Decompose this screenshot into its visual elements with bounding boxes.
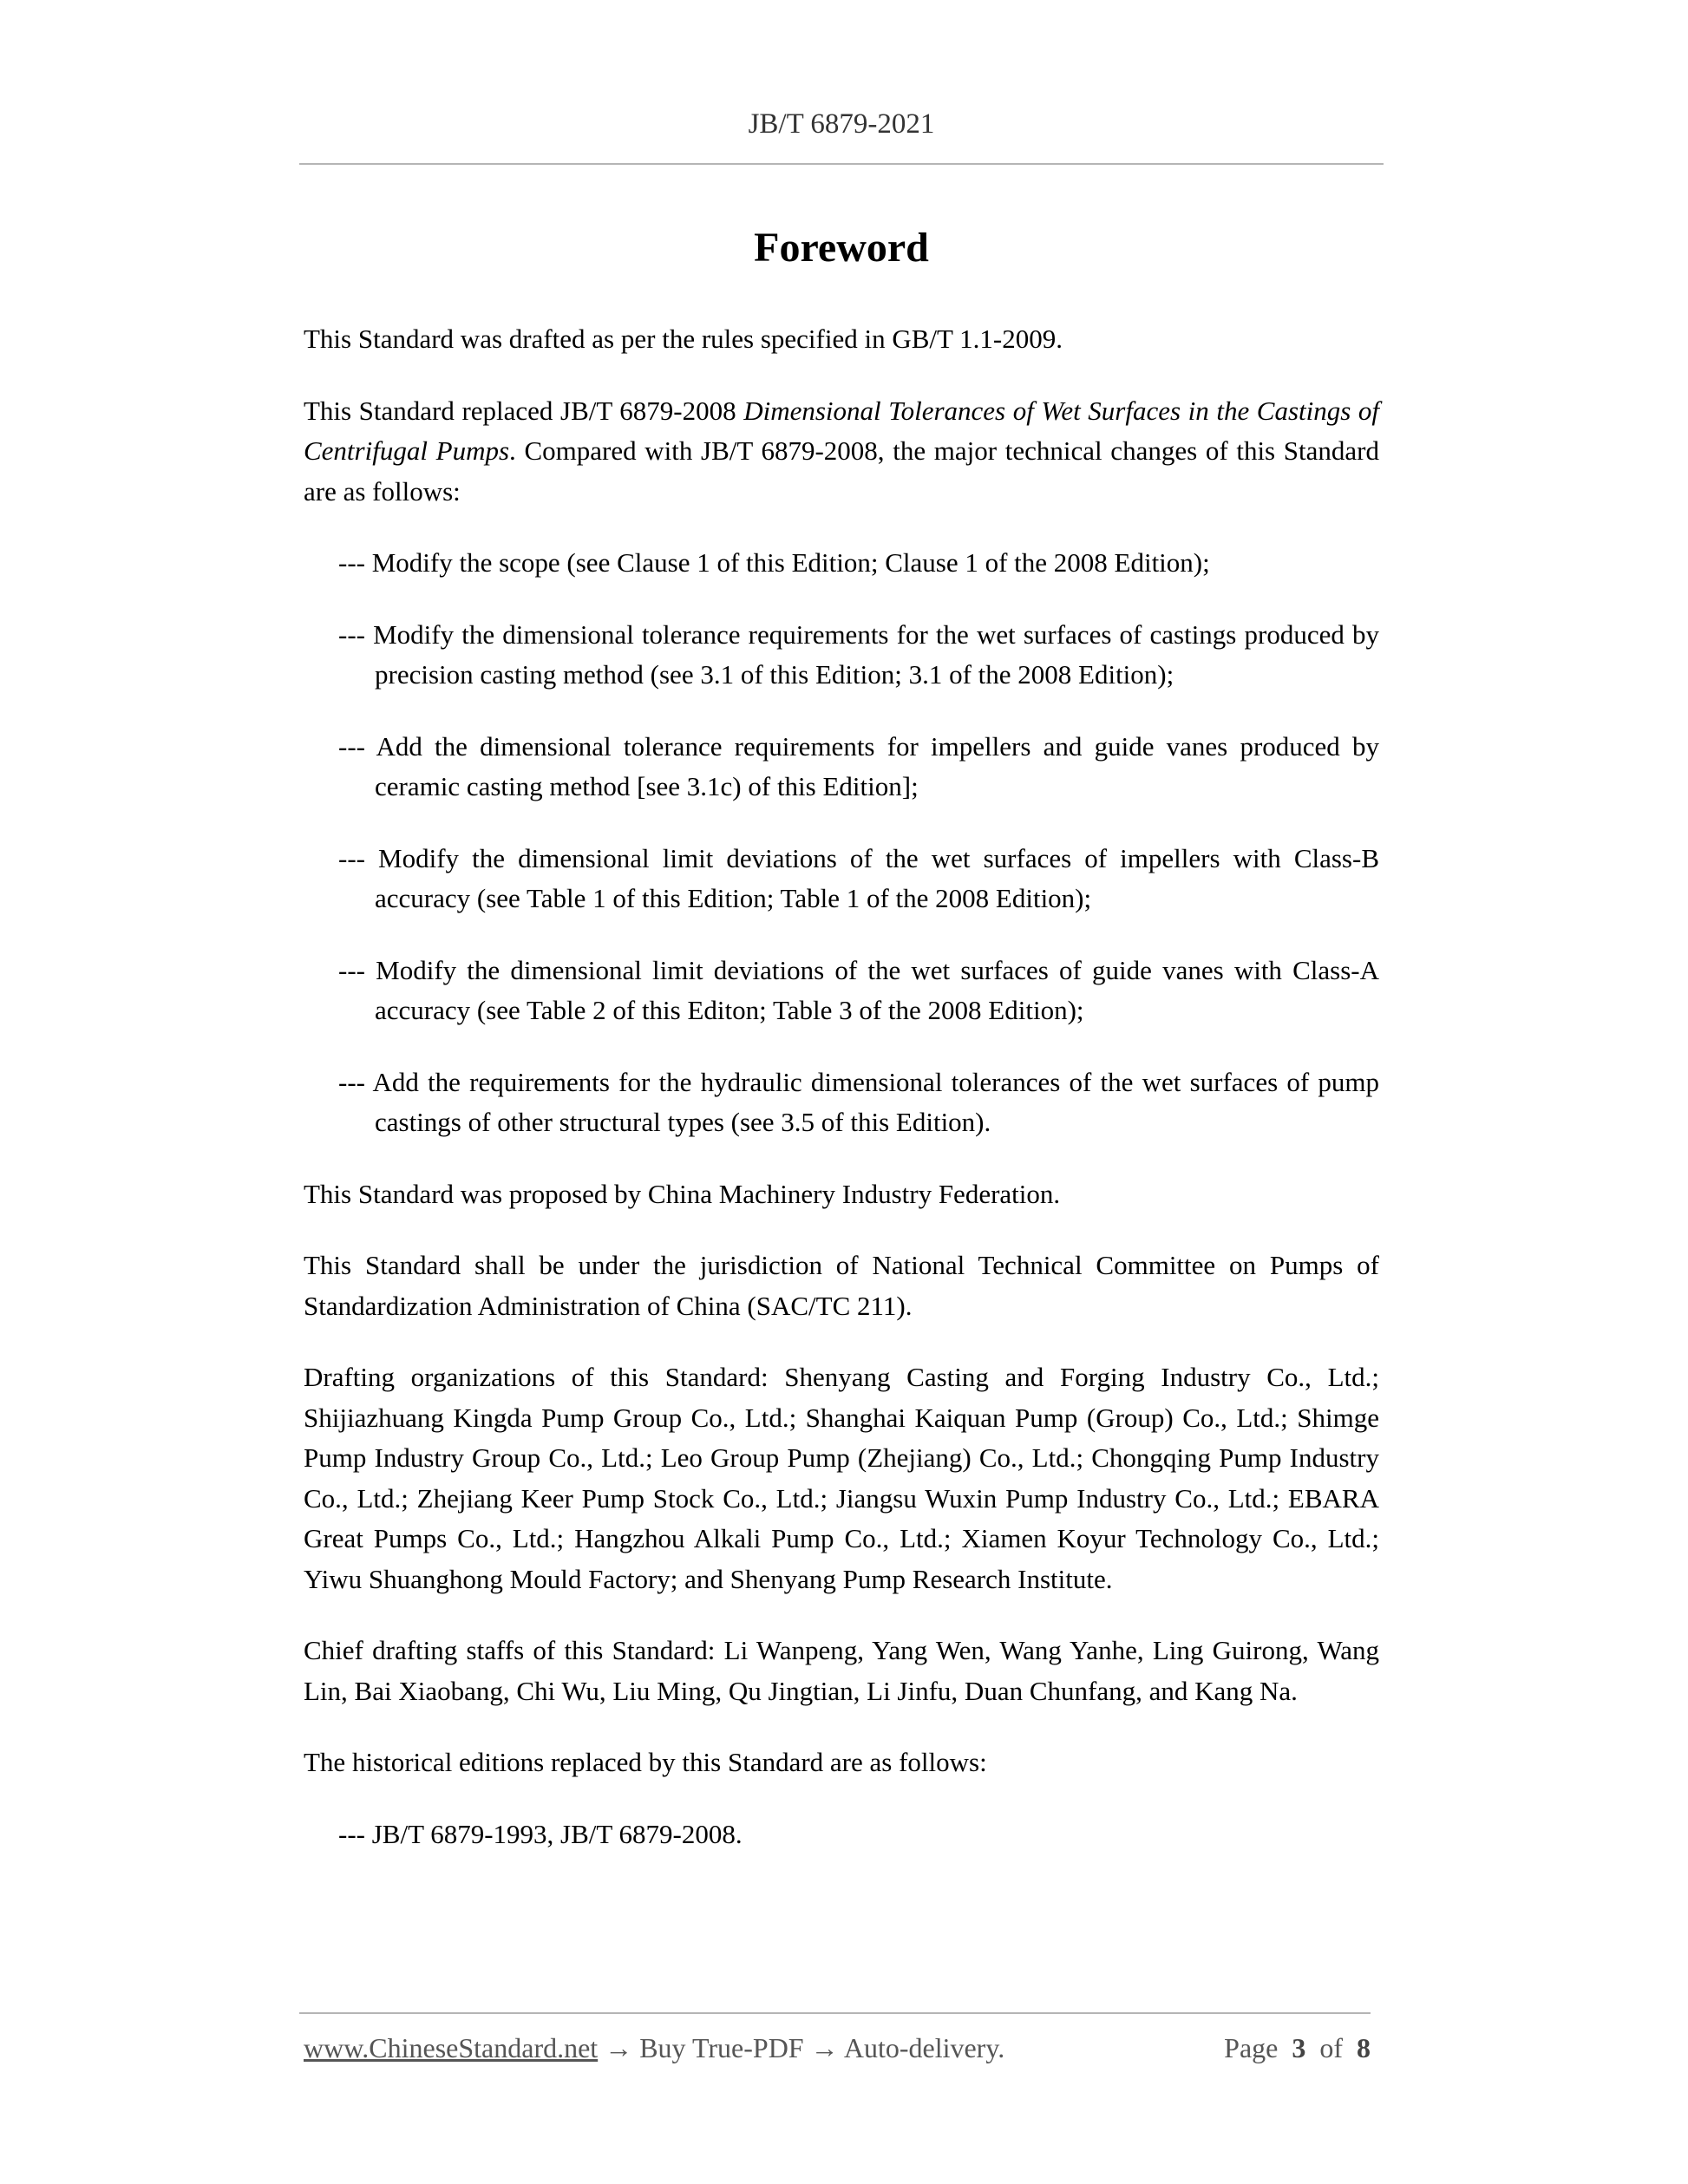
- change-item: --- Modify the scope (see Clause 1 of this Edition; Clause 1 of the 2008 Edition);: [338, 547, 1210, 578]
- website-link[interactable]: www.ChineseStandard.net: [304, 2032, 599, 2063]
- drafting-rules-paragraph: This Standard was drafted as per the rules specified in GB/T 1.1-2009.: [304, 324, 1063, 354]
- total-pages-number: 8: [1357, 2032, 1371, 2063]
- replacement-paragraph: [304, 391, 1379, 513]
- change-item: --- Modify the dimensional limit deviations of the wet surfaces of impellers with Class-B accuracy (see Table 1 of this Edition; Table 1 of the 2008 Edition);: [338, 842, 1379, 913]
- change-item: --- Modify the dimensional tolerance requirements for the wet surfaces of castings produced by precision casting method (see 3.1 of this Edition; 3.1 of the 2008 Edition);: [338, 618, 1379, 690]
- footer-divider: [299, 2012, 1371, 2014]
- footer-promo: [304, 2032, 1004, 2064]
- page-title: Foreword: [754, 225, 929, 271]
- document-body: [304, 319, 1379, 1886]
- change-item: --- Modify the dimensional limit deviations of the wet surfaces of guide vanes with Class-A accuracy (see Table 2 of this Editon; Table 3 of the 2008 Edition);: [338, 954, 1379, 1025]
- historical-editions-paragraph: The historical editions replaced by this Standard are as follows:: [304, 1747, 987, 1777]
- change-item: --- Add the requirements for the hydraulic dimensional tolerances of the wet surfaces of pump castings of other structural types (see 3.5 of this Edition).: [338, 1066, 1379, 1137]
- historical-edition-item: --- JB/T 6879-1993, JB/T 6879-2008.: [338, 1818, 743, 1849]
- promo-text: → Buy True-PDF → Auto-delivery.: [598, 2032, 1005, 2063]
- page-indicator: [1197, 2032, 1371, 2064]
- drafting-organizations-paragraph: Drafting organizations of this Standard: Shenyang Casting and Forging Industry Co., Ltd.; Shijiazhuang Kingda Pump Group Co., Ltd.; Shanghai Kaiquan Pump (Group) Co., Ltd.; Shimge Pump Industry Group Co., Ltd.; Leo Group Pump (Zhejiang) Co., Ltd.; Chongqing Pump Industry Co., Ltd.; Zhejiang Keer Pump Stock Co., Ltd.; Jiangsu Wuxin Pump Industry Co., Ltd.; EBARA Great Pumps Co., Ltd.; Hangzhou Alkali Pump Co., Ltd.; Xiamen Koyur Technology Co., Ltd.; Yiwu Shuanghong Mould Factory; and Shenyang Pump Research Institute.: [304, 1362, 1379, 1594]
- replaced-standard-title: Dimensional Tolerances of Wet Surfaces in the Castings of Centrifugal Pumps: [304, 395, 1379, 466]
- header-divider: [299, 163, 1384, 165]
- document-number-header: JB/T 6879-2021: [748, 108, 935, 140]
- current-page-number: 3: [1292, 2032, 1306, 2063]
- page-label: Page: [1224, 2032, 1279, 2063]
- drafting-staffs-paragraph: Chief drafting staffs of this Standard: Li Wanpeng, Yang Wen, Wang Yanhe, Ling Guirong, Wang Lin, Bai Xiaobang, Chi Wu, Liu Ming, Qu Jingtian, Li Jinfu, Duan Chunfang, and Kang Na.: [304, 1635, 1379, 1706]
- replacement-text-start: This Standard replaced JB/T 6879-2008: [304, 395, 744, 426]
- change-item: --- Add the dimensional tolerance requirements for impellers and guide vanes produced by ceramic casting method [see 3.1c) of this Edition];: [338, 730, 1379, 801]
- proposed-by-paragraph: This Standard was proposed by China Machinery Industry Federation.: [304, 1178, 1061, 1209]
- jurisdiction-paragraph: This Standard shall be under the jurisdiction of National Technical Committee on Pumps of Standardization Administration of China (SAC/TC 211).: [304, 1250, 1379, 1321]
- page-of-label: of: [1319, 2032, 1343, 2063]
- replacement-text-end: . Compared with JB/T 6879-2008, the major technical changes of this Standard are as follows:: [304, 435, 1379, 507]
